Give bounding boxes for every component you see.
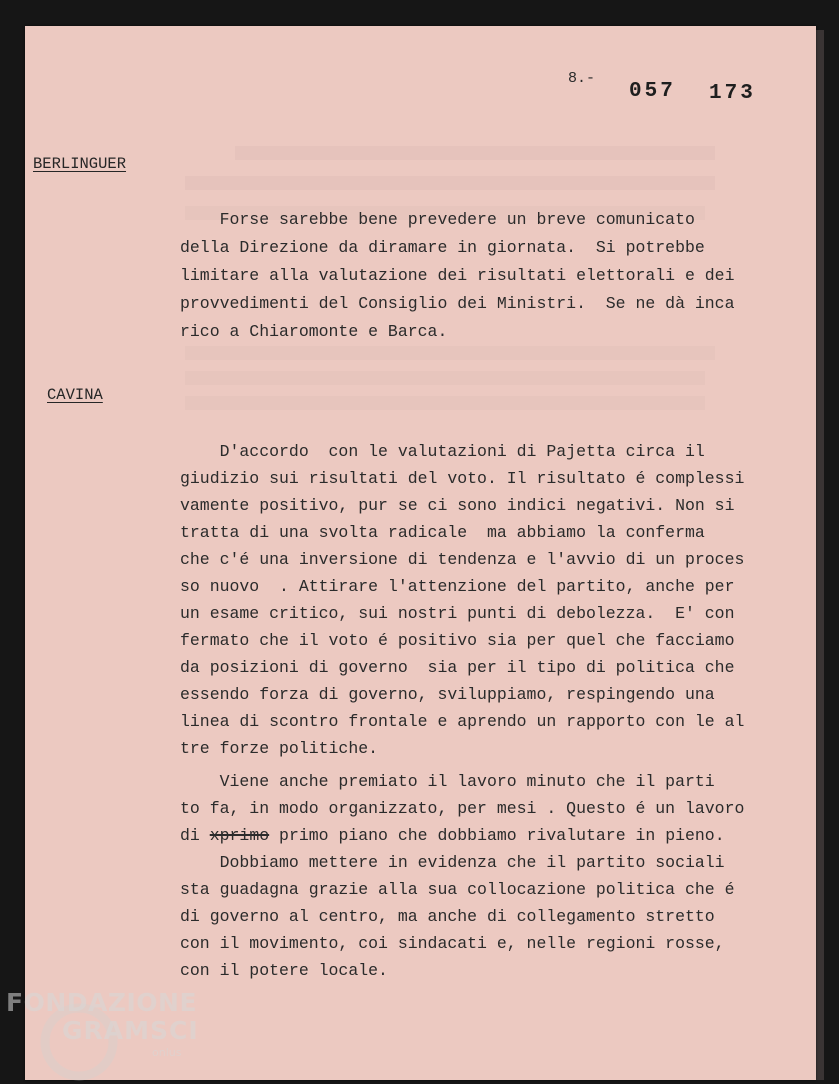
document-page (25, 26, 816, 1080)
struck-prefix: di (180, 826, 210, 845)
text-line: limitare alla valutazione dei risultati elettorali e dei (180, 266, 735, 285)
text-line: to fa, in modo organizzato, per mesi . Questo é un lavoro (180, 799, 745, 818)
text-line: con il movimento, coi sindacati e, nelle regioni rosse, (180, 934, 725, 953)
watermark-line1: FONDAZIONE (6, 988, 198, 1017)
watermark-line3: onlus (152, 1046, 182, 1059)
text-line: con il potere locale. (180, 961, 388, 980)
text-line: so nuovo . Attirare l'attenzione del partito, anche per (180, 577, 735, 596)
speaker-berlinguer: BERLINGUER (33, 155, 127, 173)
text-line: tratta di una svolta radicale ma abbiamo la conferma (180, 523, 705, 542)
archive-number-part1: 057 (629, 80, 676, 103)
text-line: da posizioni di governo sia per il tipo di politica che (180, 658, 735, 677)
text-line: giudizio sui risultati del voto. Il risultato é complessi (180, 469, 745, 488)
text-line: tre forze politiche. (180, 739, 379, 758)
text-line: linea di scontro frontale e aprendo un rapporto con le al (180, 712, 745, 731)
text-line: provvedimenti del Consiglio dei Ministri. Se ne dà inca (180, 294, 735, 313)
strikethrough-word: xprimo (209, 826, 270, 845)
text-line: essendo forza di governo, sviluppiamo, respingendo una (180, 685, 715, 704)
fondazione-gramsci-watermark (6, 988, 216, 1078)
page-number: 8.- (568, 70, 596, 87)
text-line: fermato che il voto é positivo sia per quel che facciamo (180, 631, 735, 650)
text-line: Forse sarebbe bene prevedere un breve comunicato (180, 210, 695, 229)
page-edge (816, 30, 824, 1080)
text-line: che c'é una inversione di tendenza e l'avvio di un proces (180, 550, 745, 569)
struck-rest: primo piano che dobbiamo rivalutare in pieno. (269, 826, 725, 845)
struck-text-line (180, 826, 725, 845)
text-line: della Direzione da diramare in giornata. Si potrebbe (180, 238, 705, 257)
text-line: un esame critico, sui nostri punti di debolezza. E' con (180, 604, 735, 623)
speaker-cavina: CAVINA (47, 386, 103, 404)
text-line: Viene anche premiato il lavoro minuto che il parti (180, 772, 715, 791)
text-line: Dobbiamo mettere in evidenza che il partito sociali (180, 853, 725, 872)
watermark-line2: GRAMSCI (62, 1016, 199, 1045)
text-line: vamente positivo, pur se ci sono indici negativi. Non si (180, 496, 735, 515)
text-line: sta guadagna grazie alla sua collocazione politica che é (180, 880, 735, 899)
text-line: D'accordo con le valutazioni di Pajetta circa il (180, 442, 705, 461)
archive-number-part2: 173 (709, 82, 756, 105)
text-line: rico a Chiaromonte e Barca. (180, 322, 448, 341)
text-line: di governo al centro, ma anche di collegamento stretto (180, 907, 715, 926)
